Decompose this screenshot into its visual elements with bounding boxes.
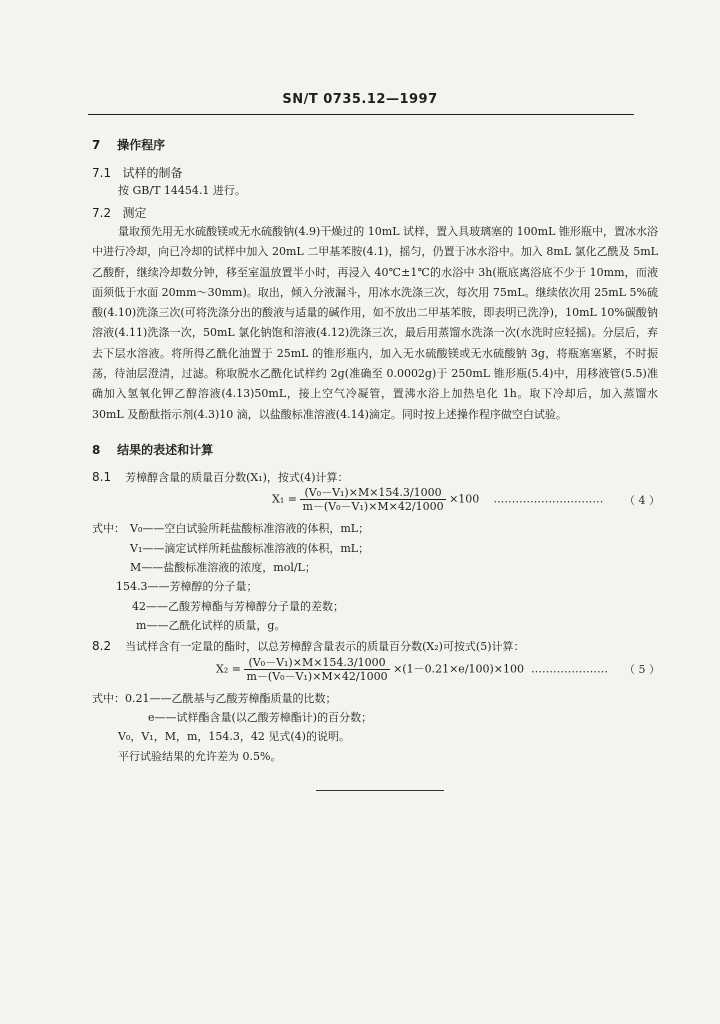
definition-symbol: 154.3 <box>116 580 148 593</box>
definition-text: 盐酸标准溶液的浓度，mol/L； <box>163 561 316 574</box>
section-7-2-procedure <box>92 222 658 425</box>
definition-symbol: 42 <box>132 600 146 613</box>
header-rule <box>88 114 634 115</box>
section-number: 8.1 <box>92 470 112 484</box>
section-title: 测定 <box>122 206 147 220</box>
definition-text: 空白试验所耗盐酸标准溶液的体积，mL； <box>164 522 370 535</box>
equation-number: （ 5 ） <box>624 663 660 676</box>
formula-lhs: X₁ = <box>272 492 297 506</box>
section-8-heading <box>92 440 213 460</box>
standard-code: SN/T 0735.12—1997 <box>282 92 438 107</box>
formula-lhs: X₂ = <box>216 662 241 676</box>
formula-fraction <box>244 656 389 683</box>
definition-symbol: m <box>136 619 147 632</box>
tolerance-note: 平行试验结果的允许差为 0.5%。 <box>118 750 282 763</box>
formula-suffix: ×(1－0.21×e/100)×100 <box>393 662 525 676</box>
definition-dash: —— <box>141 561 164 574</box>
section-number: 7.2 <box>92 206 112 220</box>
formula-4 <box>272 486 603 513</box>
definition-dash: —— <box>146 600 168 613</box>
section-number: 8 <box>92 443 101 457</box>
formula-denominator: m－(V₀－V₁)×M×42/1000 <box>246 670 388 683</box>
section-number: 8.2 <box>92 639 112 653</box>
definition-line <box>130 520 369 538</box>
where-label-line <box>92 690 337 708</box>
definition-symbol: 0.21 <box>125 692 150 705</box>
definition-text: 试样酯含量(以乙酸芳樟酯计)的百分数； <box>176 711 373 724</box>
definition-symbol: V₁ <box>130 542 143 555</box>
definition-line <box>130 540 369 558</box>
definition-symbol: V₀ <box>130 522 143 535</box>
intro-text: 当试样含有一定量的酯时，以总芳樟醇含量表示的质量百分数(X₂)可按式(5)计算： <box>125 640 525 653</box>
variables-note: V₀，V₁，M，m，154.3，42 见式(4)的说明。 <box>118 730 350 743</box>
definition-dash: —— <box>146 619 169 632</box>
formula-numerator: (V₀－V₁)×M×154.3/1000 <box>300 486 445 500</box>
equation-number: （ 4 ） <box>624 494 660 507</box>
formula-5 <box>216 656 608 683</box>
formula-numerator: (V₀－V₁)×M×154.3/1000 <box>244 656 389 670</box>
definition-line <box>116 578 258 596</box>
definition-line <box>148 709 372 727</box>
page-header <box>0 92 720 107</box>
formula-fraction <box>300 486 445 513</box>
section-7-heading <box>92 135 165 155</box>
section-title: 试样的制备 <box>122 166 183 180</box>
section-8-1-intro <box>92 467 349 488</box>
formula-leader: ………………… <box>531 662 609 676</box>
formula-leader: ………………………… <box>493 492 604 506</box>
end-rule <box>316 790 444 791</box>
section-8-2-intro <box>92 636 525 657</box>
definition-dash: —— <box>147 580 170 593</box>
section-number: 7.1 <box>92 166 112 180</box>
definition-text: 乙酰化试样的质量，g。 <box>168 619 286 632</box>
formula-denominator: m－(V₀－V₁)×M×42/1000 <box>302 500 444 513</box>
section-number: 7 <box>92 138 101 152</box>
where-label: 式中： <box>92 522 125 535</box>
definition-line <box>130 559 316 577</box>
section-title: 结果的表述和计算 <box>117 443 214 457</box>
definition-dash: —— <box>142 522 165 535</box>
section-7-1-text: 按 GB/T 14454.1 进行。 <box>118 184 246 197</box>
intro-text: 芳樟醇含量的质量百分数(X₁)，按式(4)计算： <box>125 471 349 484</box>
definition-symbol: e <box>148 711 155 724</box>
definition-line <box>136 617 285 635</box>
definition-text: 滴定试样所耗盐酸标准溶液的体积，mL； <box>164 542 370 555</box>
definition-text: 乙酸芳樟酯与芳樟醇分子量的差数； <box>168 600 344 613</box>
section-7-2-heading <box>92 203 147 223</box>
where-label: 式中： <box>92 692 125 705</box>
definition-dash: —— <box>149 692 172 705</box>
formula-suffix: ×100 <box>449 492 480 506</box>
procedure-text: 量取预先用无水硫酸镁或无水硫酸钠(4.9)干燥过的 10mL 试样，置入具玻璃塞的 100mL 锥形瓶中，置冰水浴中进行冷却，向已冷却的试样中加入 20mL 二甲基苯胺(4.1)，摇匀，仍置于冰水浴中。加入 8mL 氯化乙酰及 5mL 乙酸酐，继续冷却数分钟，移至室温放置半小时，再浸入 40℃±1℃的水浴中 3h(瓶底离浴底不少于 10mm，而液面须低于水面 20mm～30mm)。取出，倾入分液漏斗，用冰水洗涤三次，每次用 75mL。继续依次用 25mL 5%硫酸(4.10)洗涤三次(可将洗涤分出的酸液与适量的碱作用，如不放出二甲基苯胺，即表明已洗净)，10mL 10%碳酸钠溶液(4.11)洗涤一次，50mL 氯化钠饱和溶液(4.12)洗涤三次，最后用蒸馏水洗涤一次(水洗时应轻摇)。分层后，弃去下层水溶液。将所得乙酰化油置于 25mL 的锥形瓶内，加入无水硫酸镁或无水硫酸钠 3g，将瓶塞塞紧，不时振荡，待油层澄清，过滤。称取脱水乙酰化试样约 2g(准确至 0.0002g)于 250mL 锥形瓶(5.4)中，用移液管(5.5)准确加入氢氧化钾乙醇溶液(4.13)50mL，接上空气冷凝管，置沸水浴上加热皂化 1h。取下冷却后，加入蒸馏水 30mL 及酚酞指示剂(4.3)10 滴，以盐酸标准溶液(4.14)滴定。同时按上述操作程序做空白试验。 <box>92 225 658 421</box>
definition-line <box>132 598 344 616</box>
definition-dash: —— <box>154 711 177 724</box>
definition-text: 芳樟醇的分子量； <box>169 580 258 593</box>
definition-dash: —— <box>142 542 165 555</box>
section-7-1-heading <box>92 163 183 183</box>
definition-symbol: M <box>130 561 142 574</box>
definition-text: 乙酰基与乙酸芳樟酯质量的比数； <box>171 692 337 705</box>
section-title: 操作程序 <box>117 138 166 152</box>
